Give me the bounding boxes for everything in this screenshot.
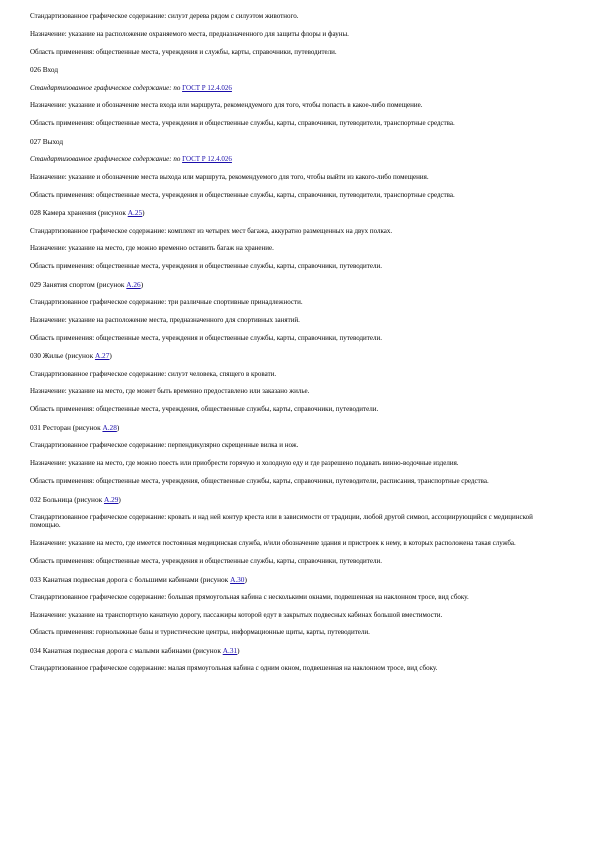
section-heading: [30, 208, 565, 217]
paragraph-text: Назначение: указание на место, где имеется постоянная медицинская служба, и/или обозначение здания и пристроек к нему, в которых расположена такая служба.: [30, 539, 516, 548]
paragraph-text: Стандартизованное графическое содержание: три различные спортивные принадлежности.: [30, 298, 303, 307]
paragraph-text: Назначение: указание на место, где может быть временно предоставлено или заказано жилье.: [30, 387, 310, 396]
text-prefix: 029 Занятия спортом (рисунок: [30, 279, 127, 289]
reference-link[interactable]: А.29: [103, 494, 119, 504]
paragraph: [30, 370, 565, 379]
paragraph: [30, 244, 565, 253]
text-prefix: Стандартизованное графическое содержание: по: [30, 155, 183, 164]
text-prefix: Стандартизованное графическое содержание: по: [30, 83, 183, 92]
reference-link[interactable]: А.31: [222, 646, 238, 656]
paragraph: [30, 191, 565, 200]
paragraph-text: Область применения: общественные места, учреждения, общественные службы, карты, справочники, путеводители, расписания, транспортные средства.: [30, 476, 489, 485]
section-heading: [30, 575, 565, 584]
paragraph-text: Область применения: общественные места, учреждения и общественные службы, карты, справочники, путеводители.: [30, 556, 382, 565]
paragraph-text: [30, 84, 565, 93]
section-heading: [30, 646, 565, 655]
reference-link[interactable]: А.30: [230, 574, 245, 584]
section-heading: [30, 351, 565, 360]
paragraph: [30, 298, 565, 307]
text-prefix: 028 Камера хранения (рисунок: [30, 208, 128, 218]
paragraph: [30, 316, 565, 325]
paragraph-text: Стандартизованное графическое содержание: малая прямоугольная кабина с одним окном, подвешенная на наклонном тросе, вид сбоку.: [30, 664, 438, 673]
paragraph-text: Назначение: указание на расположение охраняемого места, предназначенного для защиты флоры и фауны.: [30, 29, 349, 38]
section-heading: [30, 495, 565, 504]
paragraph: [30, 477, 565, 486]
heading-text: [30, 646, 565, 655]
paragraph-text: Область применения: горнолыжные базы и туристические центры, информационные щиты, карты, путеводители.: [30, 628, 370, 637]
section-heading: [30, 137, 565, 146]
heading-text: 026 Вход: [30, 65, 59, 75]
heading-text: [30, 208, 565, 217]
paragraph-text: Стандартизованное графическое содержание: силуэт дерева рядом с силуэтом животного.: [30, 12, 299, 20]
paragraph: [30, 539, 565, 548]
paragraph: [30, 173, 565, 182]
paragraph: [30, 387, 565, 396]
reference-link[interactable]: ГОСТ Р 12.4.026: [182, 155, 232, 164]
paragraph-text: Стандартизованное графическое содержание: комплект из четырех мест багажа, аккуратно размещенных на двух полках.: [30, 226, 393, 235]
paragraph: [30, 611, 565, 620]
reference-link[interactable]: А.28: [102, 423, 117, 432]
text-suffix: ): [116, 423, 120, 432]
heading-text: [30, 423, 565, 432]
paragraph-text: Область применения: общественные места, учреждения и общественные службы, карты, справочники, путеводители, транспортные средства.: [30, 190, 455, 199]
heading-text: [30, 575, 565, 584]
text-suffix: ): [118, 494, 121, 504]
paragraph-text: Область применения: общественные места, учреждения и общественные службы, карты, справочники, путеводители, транспортные средства.: [30, 119, 455, 128]
paragraph: [30, 12, 565, 21]
paragraph-text: Назначение: указание на транспортную канатную дорогу, пассажиры которой едут в закрытых подвесных кабинах большой вместимости.: [30, 610, 443, 619]
paragraph-text: [30, 155, 565, 164]
paragraph-text: Назначение: указание и обозначение места входа или маршрута, рекомендуемого для того, чтобы попасть в какое-либо помещение.: [30, 101, 423, 110]
paragraph: [30, 48, 565, 57]
paragraph: [30, 593, 565, 602]
reference-link[interactable]: А.27: [94, 351, 110, 361]
paragraph: [30, 628, 565, 637]
paragraph-text: Область применения: общественные места, учреждения и службы, карты, справочники, путеводители.: [30, 47, 337, 56]
reference-link[interactable]: А.26: [126, 279, 141, 289]
paragraph-text: Стандартизованное графическое содержание: кровать и над ней контур креста или в зависимости от традиции, любой другой символ, ассоциирующийся с медицинской помощью.: [30, 512, 533, 530]
text-suffix: ): [140, 279, 144, 289]
paragraph-text: Область применения: общественные места, учреждения и общественные службы, карты, справочники, путеводители.: [30, 333, 382, 342]
paragraph: [30, 84, 565, 93]
text-prefix: 030 Жилье (рисунок: [30, 351, 95, 361]
paragraph-text: Назначение: указание на место, где можно временно оставить багаж на хранение.: [30, 244, 274, 253]
section-heading: [30, 280, 565, 289]
paragraph: [30, 262, 565, 271]
paragraph: [30, 334, 565, 343]
paragraph: [30, 30, 565, 39]
paragraph-text: Область применения: общественные места, учреждения, общественные службы, карты, справочники, путеводители.: [30, 405, 379, 414]
document-body: [30, 12, 565, 682]
section-heading: [30, 423, 565, 432]
heading-text: 027 Выход: [30, 136, 64, 146]
heading-text: [30, 280, 565, 289]
text-prefix: 033 Канатная подвесная дорога с большими кабинами (рисунок: [30, 574, 231, 584]
paragraph-text: Назначение: указание на место, где можно поесть или приобрести горячую и холодную еду и где разрешено подавать винно-водочные изделия.: [30, 458, 459, 467]
paragraph: [30, 155, 565, 164]
text-prefix: 034 Канатная подвесная дорога с малыми кабинами (рисунок: [30, 646, 223, 656]
paragraph-text: Стандартизованное графическое содержание: силуэт человека, спящего в кровати.: [30, 369, 277, 378]
text-suffix: ): [142, 208, 145, 218]
text-prefix: 032 Больница (рисунок: [30, 494, 104, 504]
paragraph: [30, 227, 565, 236]
paragraph: [30, 513, 565, 530]
paragraph-text: Стандартизованное графическое содержание: большая прямоугольная кабина с несколькими окнами, подвешенная на наклонном тросе, вид сбоку.: [30, 592, 469, 601]
reference-link[interactable]: А.25: [127, 208, 143, 218]
section-heading: [30, 65, 565, 74]
text-suffix: ): [244, 574, 247, 584]
paragraph-text: Назначение: указание на расположение места, предназначенного для спортивных занятий.: [30, 315, 300, 324]
paragraph: [30, 101, 565, 110]
reference-link[interactable]: ГОСТ Р 12.4.026: [182, 83, 232, 92]
paragraph-text: Область применения: общественные места, учреждения и общественные службы, карты, справочники, путеводители.: [30, 262, 382, 271]
heading-text: [30, 495, 565, 504]
paragraph: [30, 119, 565, 128]
paragraph: [30, 405, 565, 414]
heading-text: [30, 351, 565, 360]
text-suffix: ): [237, 646, 240, 656]
paragraph: [30, 459, 565, 468]
text-prefix: 031 Ресторан (рисунок: [30, 423, 103, 432]
paragraph: [30, 441, 565, 450]
paragraph: [30, 664, 565, 673]
text-suffix: ): [109, 351, 112, 361]
paragraph-text: Стандартизованное графическое содержание: перпендикулярно скрещенные вилка и нож.: [30, 441, 299, 450]
paragraph: [30, 557, 565, 566]
paragraph-text: Назначение: указание и обозначение места выхода или маршрута, рекомендуемого для того, чтобы выйти из какого-либо помещения.: [30, 172, 429, 181]
